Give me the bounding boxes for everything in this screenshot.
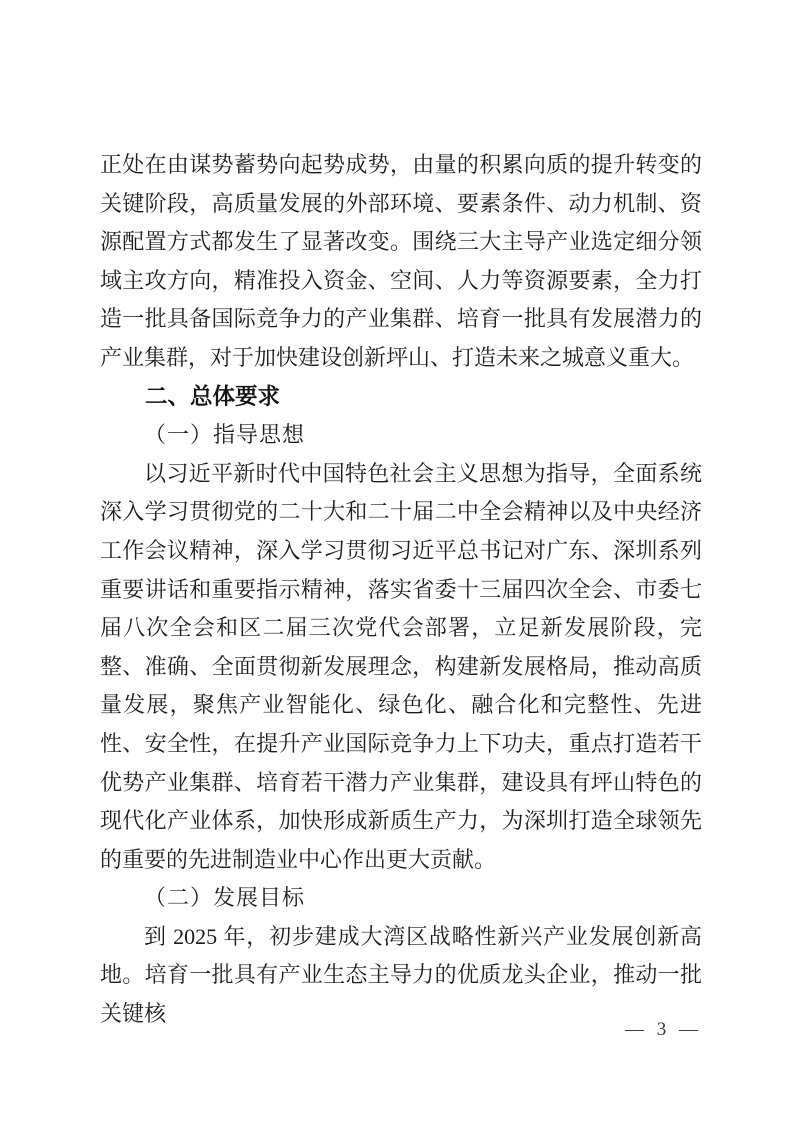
paragraph-continuation: 正处在由谋势蓄势向起势成势，由量的积累向质的提升转变的关键阶段，高质量发展的外部环境、要素条件、动力机制、资源配置方式都发生了显著改变。围绕三大主导产业选定细分领域主攻方向，精准投入资金、空间、人力等资源要素，全力打造一批具备国际竞争力的产业集群、培育一批具有发展潜力的产业集群，对于加快建设创新坪山、打造未来之城意义重大。 [100,152,702,370]
document-content [100,146,702,1034]
page-number: — 3 — [625,1019,702,1040]
paragraph-guiding-ideology: 以习近平新时代中国特色社会主义思想为指导，全面系统深入学习贯彻党的二十大和二十届二中全会精神以及中央经济工作会议精神，深入学习贯彻习近平总书记对广东、深圳系列重要讲话和重要指示精神，落实省委十三届四次全会、市委七届八次全会和区二届三次党代会部署，立足新发展阶段，完整、准确、全面贯彻新发展理念，构建新发展格局，推动高质量发展，聚焦产业智能化、绿色化、融合化和完整性、先进性、安全性，在提升产业国际竞争力上下功夫，重点打造若干优势产业集群、培育若干潜力产业集群，建设具有坪山特色的现代化产业体系，加快形成新质生产力，为深圳打造全球领先的重要的先进制造业中心作出更大贡献。 [100,460,702,872]
subheading-guiding-ideology: （一）指导思想 [144,422,306,448]
section-heading-overall-requirements: 二、总体要求 [145,383,281,409]
subheading-development-goals: （二）发展目标 [144,885,306,911]
paragraph-development-goals: 到 2025 年，初步建成大湾区战略性新兴产业发展创新高地。培育一批具有产业生态主导力的优质龙头企业，推动一批关键核 [100,923,702,1027]
